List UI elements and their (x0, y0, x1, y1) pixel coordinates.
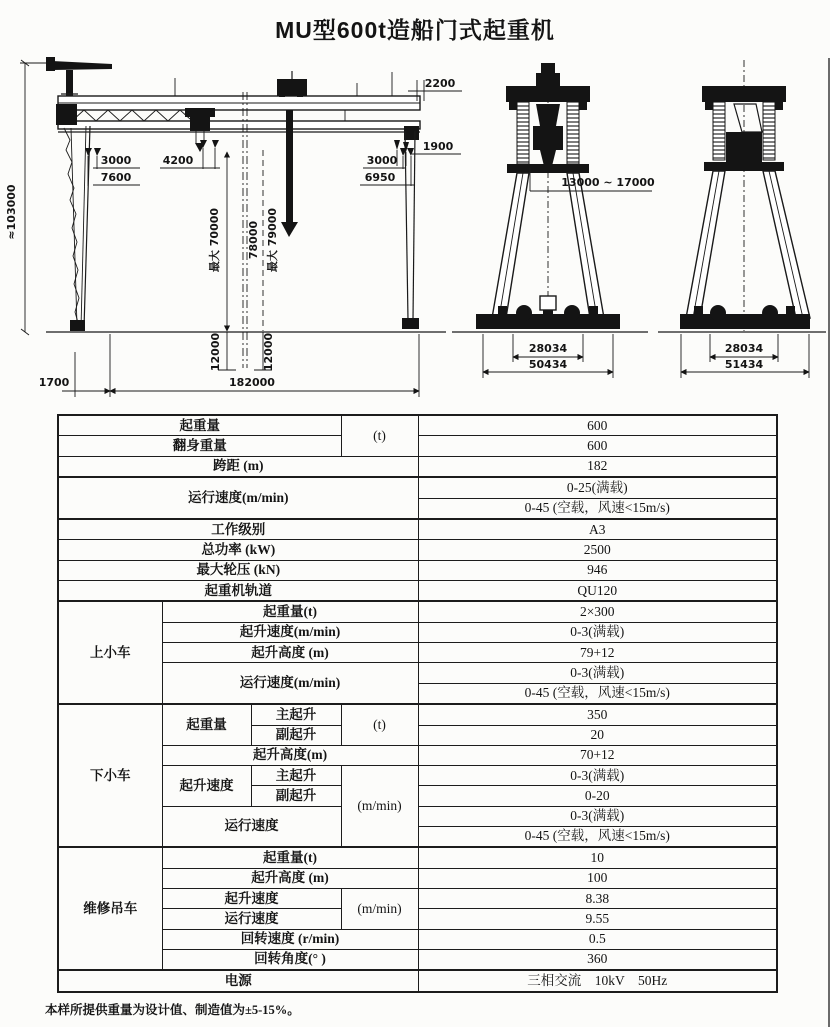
table-row (58, 519, 777, 540)
left-leg (56, 104, 90, 331)
table-row (58, 970, 777, 992)
spec-label-cell: 运行速度 (162, 806, 341, 847)
dim-28034-side2: 28034 (724, 342, 764, 355)
spec-value-cell: 8.38 (418, 889, 777, 909)
spec-sublabel-cell: 副起升 (251, 725, 341, 745)
table-row (58, 580, 777, 601)
dim-51434: 51434 (724, 358, 764, 371)
spec-value-cell: 360 (418, 949, 777, 970)
dim-7600: 7600 (100, 171, 132, 184)
dim-28034-side1: 28034 (528, 342, 568, 355)
spec-value-cell: 0-45 (空载，风速<15m/s) (418, 683, 777, 704)
spec-table (57, 414, 778, 993)
spec-label-cell: 运行速度 (162, 909, 341, 929)
table-row (58, 949, 777, 970)
spec-value-cell: 2×300 (418, 601, 777, 622)
crane-drawing (0, 0, 830, 412)
spec-label-cell: 运行速度(m/min) (58, 477, 418, 519)
table-row (58, 415, 777, 436)
spec-label-cell: 回转角度(° ) (162, 949, 418, 970)
front-elevation-view (5, 57, 462, 397)
table-row (58, 847, 777, 868)
spec-label-cell: 起升速度 (162, 766, 251, 807)
table-row (58, 806, 777, 826)
table-row (58, 622, 777, 642)
spec-value-cell: 600 (418, 436, 777, 456)
dim-side2-group (681, 334, 809, 378)
spec-value-cell: 0-3(满载) (418, 622, 777, 642)
dim-12000-left: 12000 (209, 332, 222, 372)
table-row (58, 663, 777, 683)
spec-value-cell: 100 (418, 868, 777, 888)
dim-3000-right: 3000 (366, 154, 398, 167)
dim-4200-group (160, 140, 220, 169)
spec-value-cell: 600 (418, 415, 777, 436)
spec-value-cell: 0-3(满载) (418, 663, 777, 683)
footnote: 本样所提供重量为设计值、制造值为±5-15%。 (45, 1003, 300, 1017)
table-row (58, 643, 777, 663)
spec-value-cell: 182 (418, 456, 777, 477)
page-title: MU型600t造船门式起重机 (275, 17, 555, 43)
dim-pit-group (209, 332, 275, 371)
table-row (58, 436, 777, 456)
spec-value-cell: 0-20 (418, 786, 777, 806)
main-girder (58, 78, 420, 132)
spec-value-cell: 三相交流 10kV 50Hz (418, 970, 777, 992)
spec-label-cell: 起升高度 (m) (162, 868, 418, 888)
roof-jib-crane-icon (46, 57, 112, 97)
table-row (58, 560, 777, 580)
spec-group-cell-upper-trolley: 上小车 (58, 601, 162, 704)
spec-label-cell: 起重量 (162, 704, 251, 745)
spec-value-cell: 0-45 (空载，风速<15m/s) (418, 498, 777, 519)
dim-max-70000: 最大 70000 (208, 207, 221, 273)
dim-side1-group (483, 334, 613, 378)
spec-value-cell: 79+12 (418, 643, 777, 663)
dim-left-leg-group (85, 148, 140, 186)
side-view-right (658, 60, 826, 378)
spec-label-cell: 起重量(t) (162, 847, 418, 868)
spec-label-cell: 最大轮压 (kN) (58, 560, 418, 580)
spec-value-cell: 20 (418, 725, 777, 745)
dim-182000: 182000 (229, 376, 275, 389)
dim-4200: 4200 (162, 154, 194, 167)
spec-label-cell: 翻身重量 (58, 436, 341, 456)
spec-value-cell: 70+12 (418, 745, 777, 765)
spec-sublabel-cell: 主起升 (251, 704, 341, 725)
table-row (58, 477, 777, 498)
table-row (58, 456, 777, 477)
spec-value-cell: 0.5 (418, 929, 777, 949)
table-row (58, 909, 777, 929)
table-row (58, 601, 777, 622)
spec-value-cell: 0-3(满载) (418, 806, 777, 826)
spec-value-cell: 10 (418, 847, 777, 868)
dim-max-79000: 最大 79000 (266, 207, 279, 273)
spec-group-cell-service-crane: 维修吊车 (58, 847, 162, 970)
spec-label-cell: 起重量(t) (162, 601, 418, 622)
dim-span-group (39, 334, 419, 397)
dim-vertical-group (207, 92, 279, 368)
spec-value-cell: 2500 (418, 540, 777, 560)
spec-label-cell: 起重量 (58, 415, 341, 436)
spec-label-cell: 回转速度 (r/min) (162, 929, 418, 949)
spec-value-cell: 946 (418, 560, 777, 580)
spec-label-cell: 工作级别 (58, 519, 418, 540)
spec-label-cell: 跨距 (m) (58, 456, 418, 477)
top-trolley-icon (277, 71, 307, 97)
right-leg (402, 126, 419, 329)
spec-unit-cell: (m/min) (341, 766, 418, 848)
dim-2200: 2200 (424, 77, 456, 90)
table-row (58, 766, 777, 786)
dim-12000-right: 12000 (262, 332, 275, 372)
spec-value-cell: QU120 (418, 580, 777, 601)
spec-label-cell: 电源 (58, 970, 418, 992)
spec-sublabel-cell: 副起升 (251, 786, 341, 806)
spec-value-cell: 0-3(满载) (418, 766, 777, 786)
dim-overall-height: ≈103000 (5, 184, 18, 240)
upper-trolley-icon (185, 108, 215, 152)
spec-sublabel-cell: 主起升 (251, 766, 341, 786)
spec-group-cell-lower-trolley: 下小车 (58, 704, 162, 847)
side-view-left (452, 63, 655, 378)
dim-50434: 50434 (528, 358, 568, 371)
table-row (58, 868, 777, 888)
spec-label-cell: 起升高度 (m) (162, 643, 418, 663)
dim-1900: 1900 (422, 140, 454, 153)
spec-label-cell: 起升速度(m/min) (162, 622, 418, 642)
spec-unit-cell: (t) (341, 704, 418, 745)
spec-value-cell: 0-25(满载) (418, 477, 777, 498)
spec-unit-cell: (m/min) (341, 889, 418, 930)
table-row (58, 745, 777, 765)
spec-value-cell: 9.55 (418, 909, 777, 929)
dim-13000-17000: 13000 ~ 17000 (561, 176, 655, 189)
table-row (58, 540, 777, 560)
spec-label-cell: 起重机轨道 (58, 580, 418, 601)
dim-1700: 1700 (38, 376, 70, 389)
spec-value-cell: 350 (418, 704, 777, 725)
table-row (58, 889, 777, 909)
spec-unit-cell: (t) (341, 415, 418, 456)
dim-6950: 6950 (364, 171, 396, 184)
spec-label-cell: 总功率 (kW) (58, 540, 418, 560)
table-row (58, 929, 777, 949)
dim-78000: 78000 (247, 220, 260, 260)
spec-label-cell: 起升速度 (162, 889, 341, 909)
spec-label-cell: 运行速度(m/min) (162, 663, 418, 704)
table-row (58, 704, 777, 725)
spec-label-cell: 起升高度(m) (162, 745, 418, 765)
dim-3000-left: 3000 (100, 154, 132, 167)
spec-value-cell: A3 (418, 519, 777, 540)
spec-value-cell: 0-45 (空载，风速<15m/s) (418, 826, 777, 847)
